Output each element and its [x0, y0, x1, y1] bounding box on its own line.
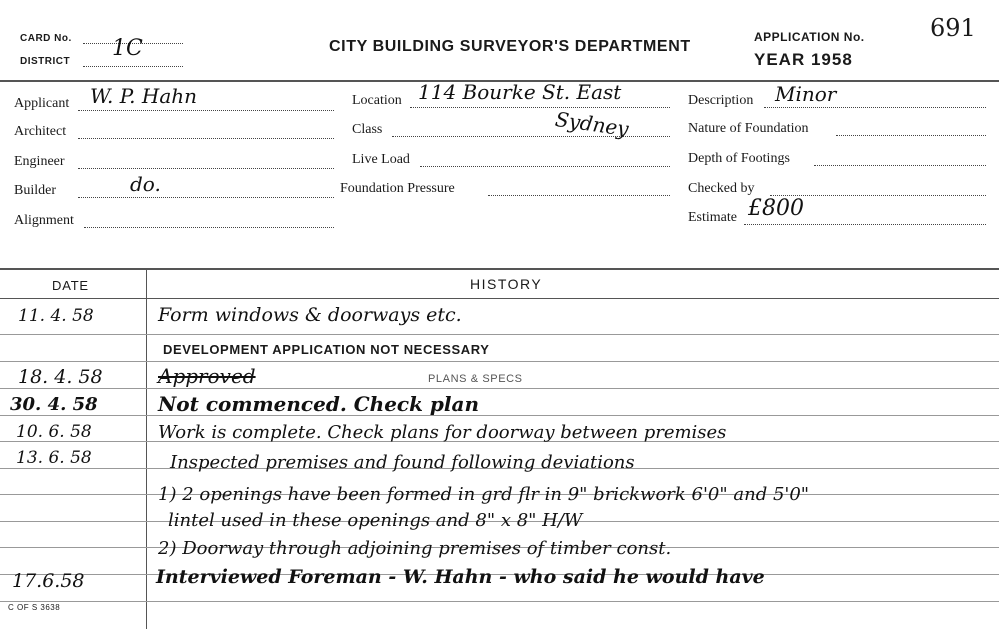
date-header: DATE: [52, 278, 89, 293]
row-rule: [0, 601, 999, 602]
builder-label: Builder: [14, 183, 56, 198]
row-text: lintel used in these openings and 8" x 8" H/W: [168, 510, 583, 531]
row-text: Not commenced. Check plan: [158, 392, 480, 416]
row-text: 2) Doorway through adjoining premises of timber const.: [158, 538, 672, 559]
row-text: Inspected premises and found following deviations: [170, 452, 635, 473]
checked-label: Checked by: [688, 181, 755, 196]
header-row-rule: [0, 298, 999, 299]
class-label: Class: [352, 122, 383, 137]
table-top-rule: [0, 268, 999, 270]
estimate-line: [744, 224, 986, 225]
row-date: 13. 6. 58: [16, 448, 92, 468]
plans-stamp: PLANS & SPECS: [428, 373, 523, 385]
page-title: CITY BUILDING SURVEYOR'S DEPARTMENT: [329, 38, 691, 55]
application-number: 691: [930, 14, 976, 42]
application-label: APPLICATION No.: [754, 30, 865, 44]
row-text: Interviewed Foreman - W. Hahn - who said he would have: [156, 566, 765, 588]
class-line: [392, 136, 670, 137]
live-load-label: Live Load: [352, 152, 410, 167]
description-line: [764, 107, 986, 108]
district-label: DISTRICT: [20, 56, 71, 67]
nature-line: [836, 135, 986, 136]
alignment-label: Alignment: [14, 213, 74, 228]
location-line: [410, 107, 670, 108]
history-header: HISTORY: [470, 276, 543, 292]
description-label: Description: [688, 93, 754, 108]
location-value: 114 Bourke St. East: [418, 80, 622, 104]
row-rule: [0, 361, 999, 362]
foundation-pressure-label: Foundation Pressure: [340, 181, 455, 196]
builder-value: do.: [130, 172, 161, 196]
nature-label: Nature of Foundation: [688, 121, 809, 136]
builder-line: [78, 197, 334, 198]
engineer-line: [78, 168, 334, 169]
engineer-label: Engineer: [14, 154, 65, 169]
foundation-pressure-line: [488, 195, 670, 196]
alignment-line: [84, 227, 334, 228]
row-date: 30. 4. 58: [10, 394, 98, 415]
form-code: C OF S 3638: [8, 603, 61, 612]
depth-label: Depth of Footings: [688, 151, 790, 166]
year-label: YEAR 1958: [754, 50, 853, 69]
location-label: Location: [352, 93, 402, 108]
row-text: Work is complete. Check plans for doorway between premises: [158, 422, 727, 443]
row-rule: [0, 334, 999, 335]
applicant-line: [78, 110, 334, 111]
applicant-value: W. P. Hahn: [90, 84, 198, 108]
row-rule: [0, 415, 999, 416]
live-load-line: [420, 166, 670, 167]
depth-line: [814, 165, 986, 166]
architect-label: Architect: [14, 124, 67, 139]
applicant-label: Applicant: [14, 96, 70, 111]
development-stamp: DEVELOPMENT APPLICATION NOT NECESSARY: [163, 342, 490, 357]
row-rule: [0, 388, 999, 389]
row-date: 17.6.58: [12, 570, 85, 592]
row-date: 10. 6. 58: [16, 422, 92, 442]
row-text: 1) 2 openings have been formed in grd flr in 9" brickwork 6'0" and 5'0": [158, 484, 810, 505]
card-no-label: CARD No.: [20, 33, 72, 44]
estimate-value: £800: [748, 196, 804, 221]
row-text: Form windows & doorways etc.: [158, 304, 462, 326]
description-value: Minor: [775, 82, 837, 106]
row-date: 18. 4. 58: [18, 366, 103, 388]
row-date: 11. 4. 58: [18, 306, 94, 326]
district-value: 1C: [112, 36, 143, 61]
row-text: Approved: [158, 364, 256, 388]
district-line: [83, 66, 183, 67]
estimate-label: Estimate: [688, 210, 737, 225]
class-value: Sydney: [553, 106, 631, 142]
architect-line: [78, 138, 334, 139]
